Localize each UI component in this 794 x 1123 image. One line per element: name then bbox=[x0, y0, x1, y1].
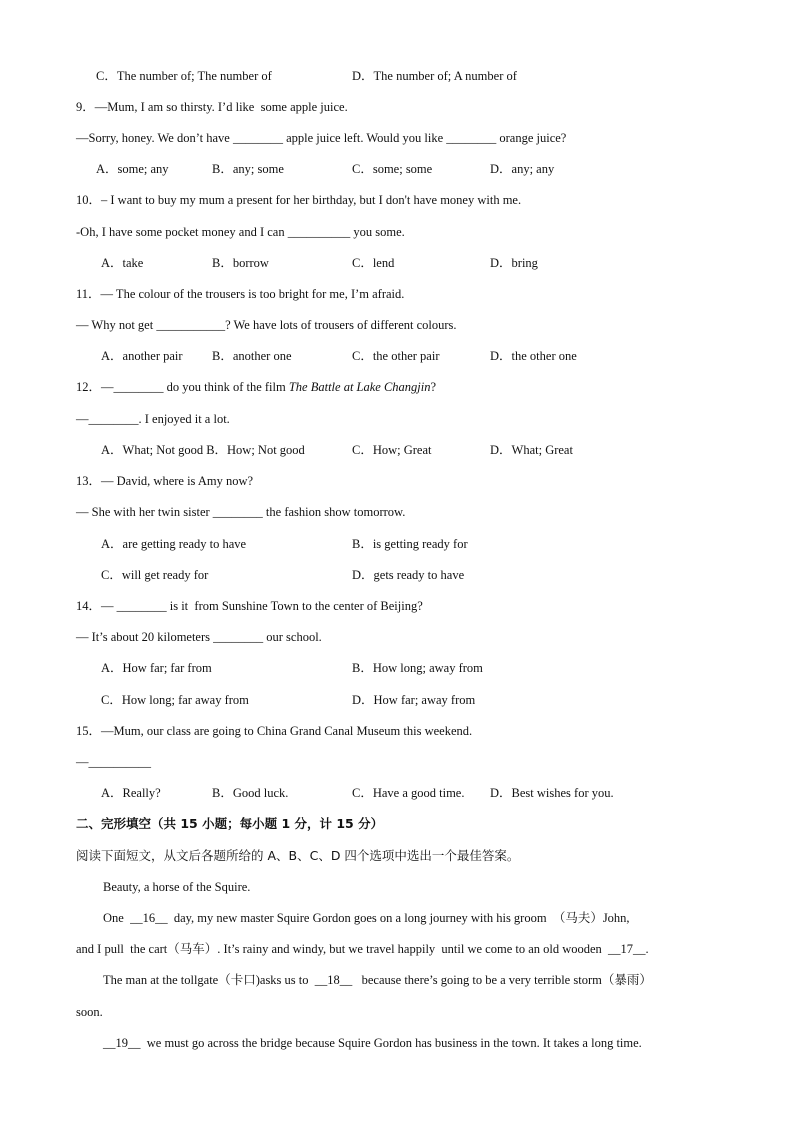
q10-option-c: C．lend bbox=[352, 256, 395, 270]
q15-option-d: D．Best wishes for you. bbox=[490, 786, 614, 800]
q12-film-title: The Battle at Lake Changjin bbox=[288, 380, 431, 394]
q9-option-b: B．any; some bbox=[212, 162, 284, 176]
q10-stem: 10．– I want to buy my mum a present for her birthday, but I don't have money with me. bbox=[76, 193, 522, 207]
q13-option-a: A．are getting ready to have bbox=[101, 537, 247, 551]
q15-stem: 15．—Mum, our class are going to China Grand Canal Museum this weekend. bbox=[76, 724, 473, 738]
section-instruction: 阅读下面短文，从文后各题所给的 A、B、C、D 四个选项中选出一个最佳答案。 bbox=[76, 848, 520, 863]
q9-stem: 9．—Mum, I am so thirsty. I’d like some apple juice. bbox=[76, 100, 348, 114]
q9-option-a: A．some; any bbox=[96, 162, 169, 176]
q13-stem: 13．— David, where is Amy now? bbox=[76, 474, 254, 488]
q12-option-c: C．How; Great bbox=[352, 443, 432, 457]
q15-reply: —__________ bbox=[76, 755, 151, 769]
q12-reply: —________. I enjoyed it a lot. bbox=[76, 412, 230, 426]
q13-option-d: D．gets ready to have bbox=[352, 568, 465, 582]
q11-reply: — Why not get ___________? We have lots of trousers of different colours. bbox=[76, 318, 457, 332]
q13-option-c: C．will get ready for bbox=[101, 568, 209, 582]
q14-stem: 14．— ________ is it from Sunshine Town to the center of Beijing? bbox=[76, 599, 423, 613]
q12-option-d: D．What; Great bbox=[490, 443, 573, 457]
q11-option-a: A．another pair bbox=[101, 349, 183, 363]
q13-reply: — She with her twin sister ________ the fashion show tomorrow. bbox=[76, 505, 406, 519]
q15-option-b: B．Good luck. bbox=[212, 786, 289, 800]
q12-stem-prefix: 12．—________ do you think of the film bbox=[76, 380, 289, 394]
passage-line: and I pull the cart（马车）. It’s rainy and windy, but we travel happily until we come to an old wooden __17__. bbox=[76, 942, 649, 956]
q13-option-b: B．is getting ready for bbox=[352, 537, 468, 551]
section-heading: 二、完形填空（共 15 小题；每小题 1 分，计 15 分） bbox=[76, 816, 384, 831]
passage-title: Beauty, a horse of the Squire. bbox=[103, 880, 251, 894]
q11-option-d: D．the other one bbox=[490, 349, 577, 363]
q14-option-d: D．How far; away from bbox=[352, 693, 476, 707]
q11-option-c: C．the other pair bbox=[352, 349, 440, 363]
q8-option-c: C．The number of; The number of bbox=[96, 69, 272, 83]
passage-line: One __16__ day, my new master Squire Gordon goes on a long journey with his groom （马夫）John, bbox=[103, 911, 630, 925]
q10-option-d: D．bring bbox=[490, 256, 538, 270]
q10-option-a: A．take bbox=[101, 256, 144, 270]
q12-option-ab: A．What; Not good B．How; Not good bbox=[101, 443, 305, 457]
q15-option-a: A．Really? bbox=[101, 786, 161, 800]
q8-option-d: D．The number of; A number of bbox=[352, 69, 517, 83]
q9-option-d: D．any; any bbox=[490, 162, 555, 176]
q15-option-c: C．Have a good time. bbox=[352, 786, 465, 800]
q14-option-c: C．How long; far away from bbox=[101, 693, 249, 707]
q12-stem bbox=[76, 379, 436, 395]
q11-stem: 11．— The colour of the trousers is too bright for me, I’m afraid. bbox=[76, 287, 405, 301]
passage-line: The man at the tollgate（卡口)asks us to __18__ because there’s going to be a very terrible storm（暴雨） bbox=[103, 973, 652, 987]
q10-option-b: B．borrow bbox=[212, 256, 269, 270]
q11-option-b: B．another one bbox=[212, 349, 292, 363]
q14-option-a: A．How far; far from bbox=[101, 661, 212, 675]
q12-stem-suffix: ? bbox=[430, 380, 437, 394]
passage-line: soon. bbox=[76, 1005, 103, 1019]
q9-reply: —Sorry, honey. We don’t have ________ apple juice left. Would you like ________ orange juice? bbox=[76, 131, 567, 145]
passage-line: __19__ we must go across the bridge because Squire Gordon has business in the town. It takes a long time. bbox=[103, 1036, 642, 1050]
q9-option-c: C．some; some bbox=[352, 162, 433, 176]
q14-reply: — It’s about 20 kilometers ________ our school. bbox=[76, 630, 322, 644]
q10-reply: -Oh, I have some pocket money and I can __________ you some. bbox=[76, 225, 405, 239]
q14-option-b: B．How long; away from bbox=[352, 661, 483, 675]
